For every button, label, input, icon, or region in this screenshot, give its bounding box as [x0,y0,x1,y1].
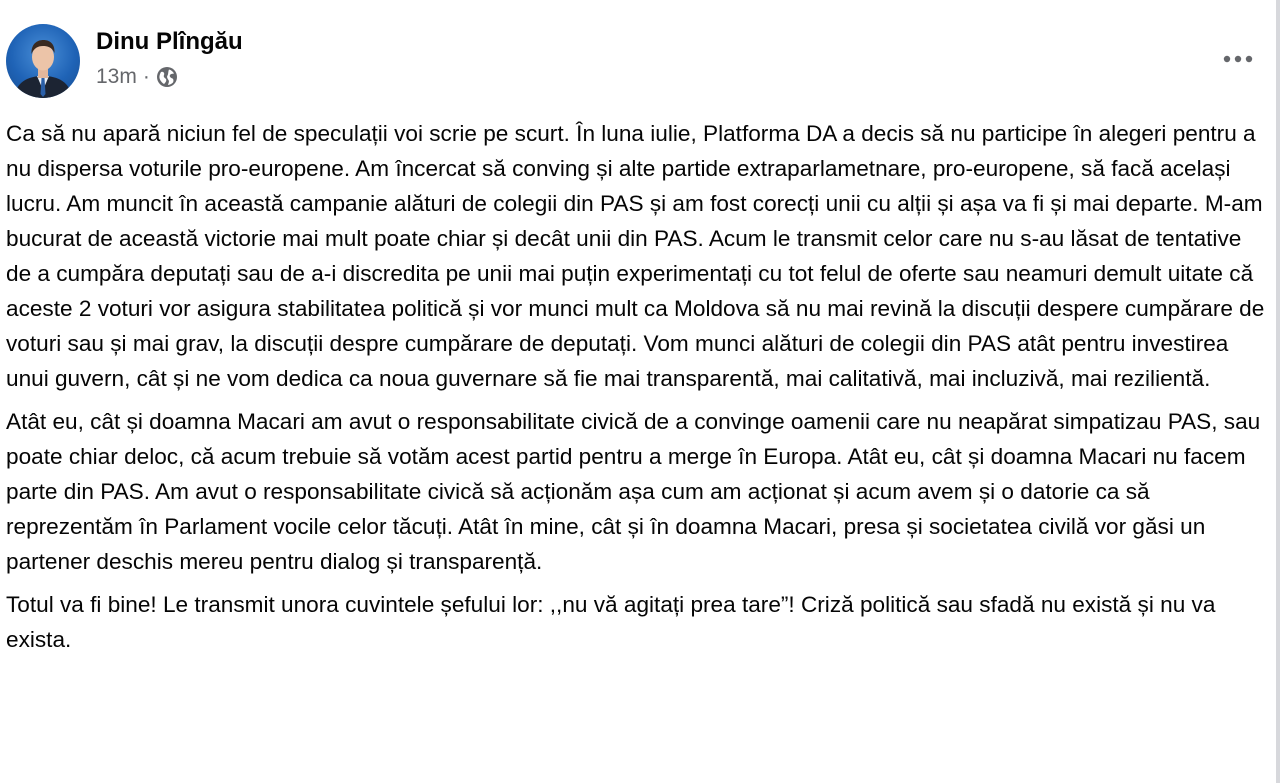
post-time[interactable]: 13m [96,65,137,88]
scrollbar-edge [1276,0,1280,783]
more-options-button[interactable] [1218,44,1258,74]
avatar[interactable] [6,24,80,98]
post-meta [96,64,178,90]
globe-icon[interactable] [156,66,178,88]
author-name[interactable]: Dinu Plîngău [96,28,243,55]
post-paragraph: Totul va fi bine! Le transmit unora cuvintele șefului lor: ,,nu vă agitați prea tare”! Criză politică sau sfadă nu există și nu va exista. [6,592,1216,652]
post-text [6,116,1268,665]
meta-separator: · [142,65,150,88]
more-horizontal-icon [1223,50,1253,68]
post-paragraph: Atât eu, cât și doamna Macari am avut o responsabilitate civică de a convinge oamenii care nu neapărat simpatizau PAS, sau poate chiar deloc, că acum trebuie să votăm acest partid pentru a merge în Europa. Atât eu, cât și doamna Macari nu facem parte din PAS. Am avut o responsabilitate civică să acționăm așa cum am acționat și acum avem și o datorie ca să reprezentăm în Parlament vocile celor tăcuți. Atât în mine, cât și în doamna Macari, presa și societatea civilă vor găsi un partener deschis mereu pentru dialog și transparență. [6,409,1261,574]
post-paragraph: Ca să nu apară niciun fel de speculații voi scrie pe scurt. În luna iulie, Platforma DA a decis să nu participe în alegeri pentru a nu dispersa voturile pro-europene. Am încercat să conving și alte partide extraparlametnare, pro-europene, să facă același lucru. Am muncit în această campanie alături de colegii din PAS și am fost corecți unii cu alții și așa va fi și mai departe. M-am bucurat de această victorie mai mult poate chiar și decât unii din PAS. Acum le transmit celor care nu s-au lăsat de tentative de a cumpăra deputați sau de a-i discredita pe unii mai puțin experimentați cu tot felul de oferte sau neamuri demult uitate că aceste 2 voturi vor asigura stabilitatea politică și vor munci mult ca Moldova să nu mai revină la discuții despere cumpărare de voturi sau și mai grav, la discuții despre cumpărare de deputați. Vom munci alături de colegii din PAS atât pentru investirea unui guvern, cât și ne vom dedica ca noua guvernare să fie mai transparentă, mai calitativă, mai incluzivă, mai rezilientă. [6,121,1265,391]
post-header [6,24,1266,100]
